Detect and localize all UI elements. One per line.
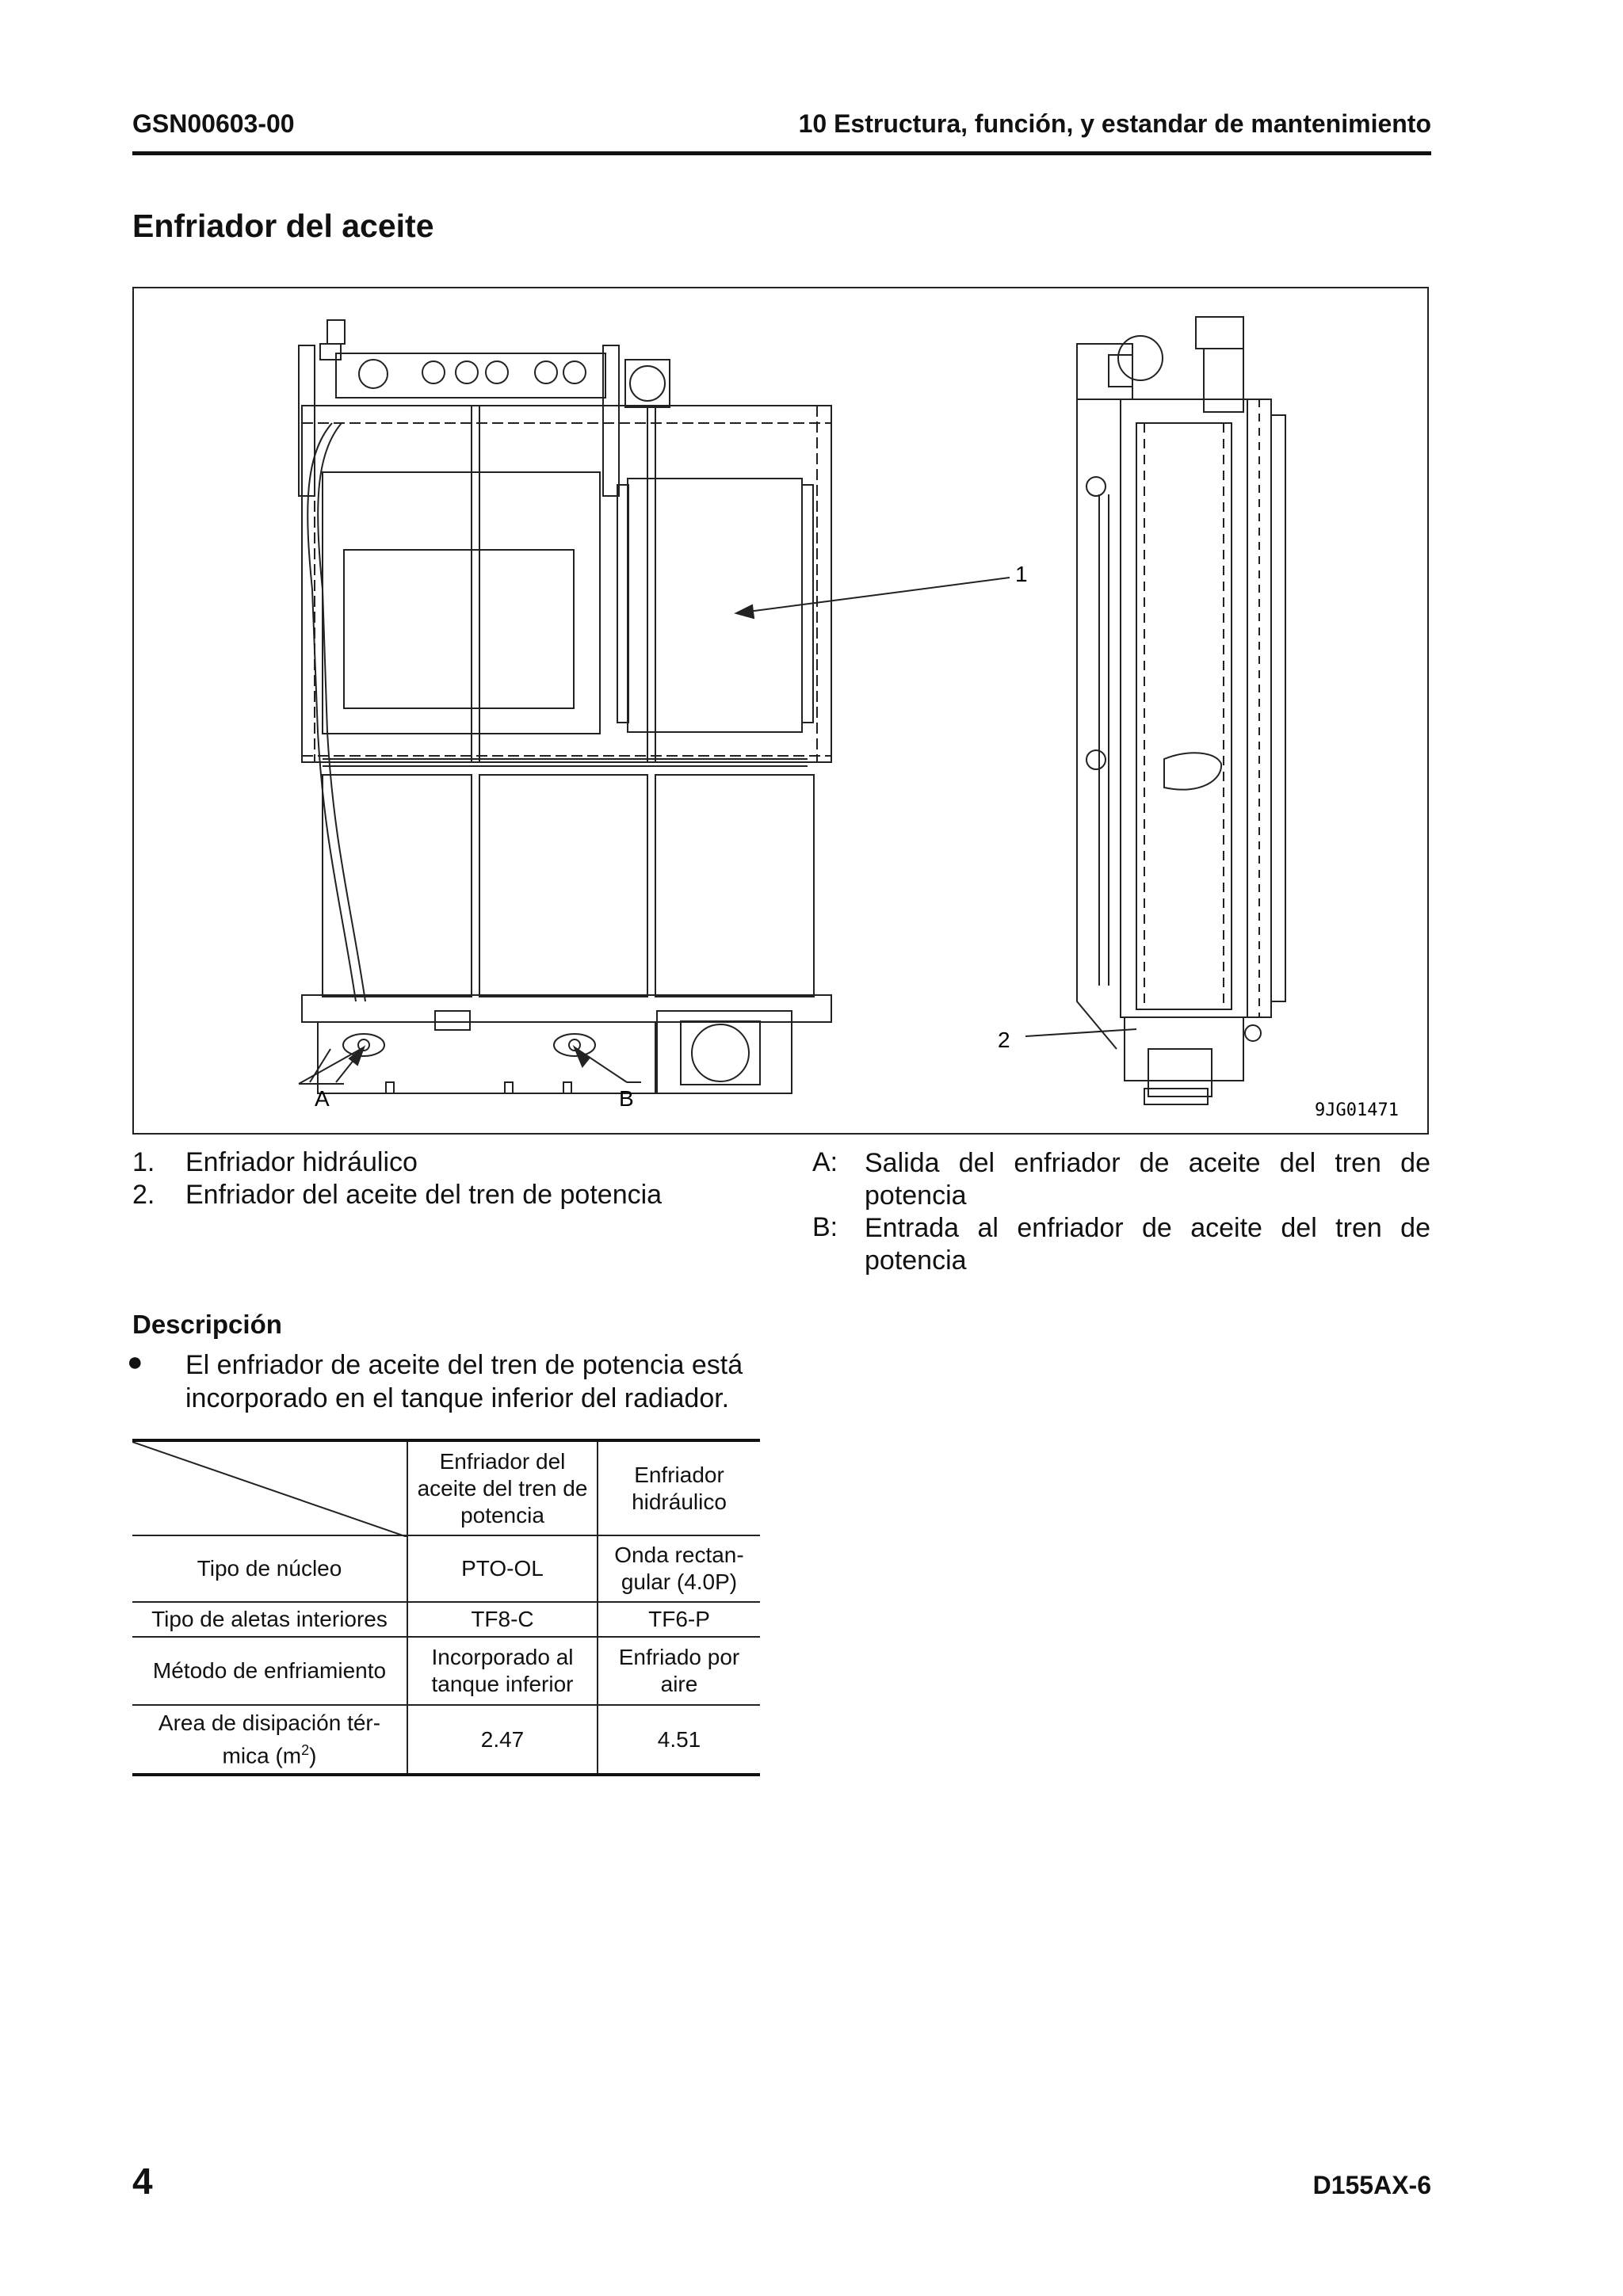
row-label [132, 1705, 407, 1775]
legend-numbered [132, 1147, 782, 1219]
table-cell: TF8-C [407, 1602, 598, 1637]
legend-text: Salida del enfriador de aceite del tren de potencia [865, 1148, 1430, 1211]
figure-code: 9JG01471 [1315, 1100, 1399, 1120]
front-view-top-tank [299, 320, 670, 496]
diagonal-line [132, 1442, 407, 1537]
section-title: 10 Estructura, función, y estandar de mantenimiento [798, 109, 1431, 138]
bullet-icon: ● [127, 1347, 143, 1377]
document-id: GSN00603-00 [132, 109, 295, 138]
legend-lettered [812, 1147, 1430, 1290]
table-cell: Onda rectan-gular (4.0P) [598, 1535, 760, 1602]
page-title: Enfriador del aceite [132, 208, 434, 244]
unit-superscript: 2 [301, 1741, 310, 1758]
legend-number: 2. [132, 1180, 155, 1210]
table-cell: 4.51 [598, 1705, 760, 1775]
callout-1: 1 [1015, 562, 1028, 586]
row-label: Método de enfriamiento [132, 1637, 407, 1705]
unit-text: (m [275, 1743, 302, 1768]
table-row [132, 1705, 760, 1775]
row-label: Tipo de núcleo [132, 1535, 407, 1602]
front-view-frame [302, 406, 831, 1001]
callout-2: 2 [998, 1028, 1010, 1052]
row-label: Tipo de aletas interiores [132, 1602, 407, 1637]
legend-number: 1. [132, 1147, 155, 1177]
legend-text: Enfriador hidráulico [185, 1147, 418, 1177]
side-view [1077, 317, 1285, 1104]
header-rule [132, 151, 1431, 155]
table-row [132, 1535, 760, 1602]
table-cell: 2.47 [407, 1705, 598, 1775]
spec-table [132, 1439, 760, 1776]
table-cell: Incorporado al tanque inferior [407, 1637, 598, 1705]
description-text: El enfriador de aceite del tren de potencia está incorporado en el tanque inferior del radiador. [185, 1350, 743, 1413]
table-cell: TF6-P [598, 1602, 760, 1637]
front-view-bottom-tank [302, 995, 831, 1093]
legend-text: Entrada al enfriador de aceite del tren de potencia [865, 1213, 1430, 1276]
oil-cooler-drawing [134, 288, 1427, 1133]
table-cell: PTO-OL [407, 1535, 598, 1602]
unit-close: ) [309, 1743, 317, 1768]
callout-leaders [299, 578, 1136, 1084]
table-row [132, 1637, 760, 1705]
table-row [132, 1602, 760, 1637]
model-code: D155AX-6 [1312, 2171, 1431, 2199]
page-number: 4 [132, 2161, 153, 2202]
row-label-text: Area de disipación tér-mica [158, 1710, 381, 1768]
table-cell: Enfriado por aire [598, 1637, 760, 1705]
table-corner-cell [132, 1440, 407, 1535]
legend-text: Enfriador del aceite del tren de potencia [185, 1180, 663, 1210]
description-heading: Descripción [132, 1310, 282, 1339]
callout-a: A [315, 1086, 330, 1111]
figure-frame [132, 287, 1429, 1135]
column-header: Enfriador hidráulico [598, 1440, 760, 1535]
legend-key: B: [812, 1212, 838, 1242]
legend-key: A: [812, 1147, 838, 1177]
column-header: Enfriador del aceite del tren de potencia [407, 1440, 598, 1535]
callout-b: B [619, 1086, 634, 1111]
